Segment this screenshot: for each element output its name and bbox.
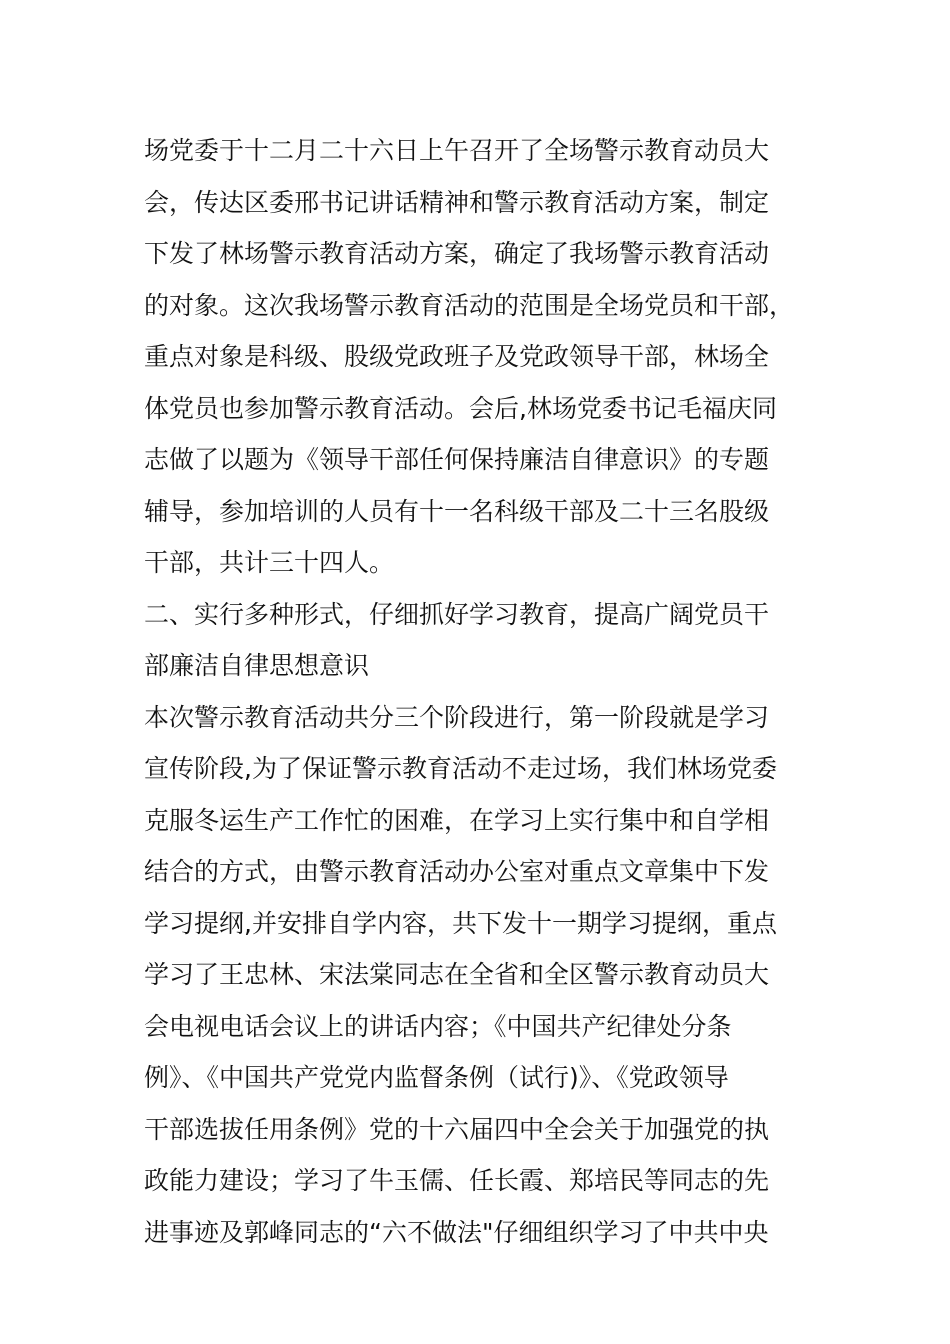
text-line: 干部，共计三十四人。 bbox=[144, 548, 395, 577]
section-heading-line: 二、实行多种形式，仔细抓好学习教育，提高广阔党员干 bbox=[144, 599, 770, 629]
text-line: 下发了林场警示教育活动方案，确定了我场警示教育活动 bbox=[144, 239, 770, 268]
text-line: 干部选拔任用条例》党的十六届四中全会关于加强党的执 bbox=[144, 1114, 770, 1144]
text-line: 会，传达区委邢书记讲话精神和警示教育活动方案，制定 bbox=[144, 187, 770, 217]
body-text bbox=[144, 125, 804, 1258]
text-line: 结合的方式，由警示教育活动办公室对重点文章集中下发 bbox=[144, 857, 770, 886]
text-line: 例》、《中国共产党党内监督条例（试行)》、《党政领导 bbox=[144, 1063, 729, 1092]
text-line: 宣传阶段,为了保证警示教育活动不走过场，我们林场党委 bbox=[144, 754, 777, 783]
text-line: 会电视电话会议上的讲话内容；《中国共产纪律处分条 bbox=[144, 1011, 732, 1041]
text-line: 政能力建设；学习了牛玉儒、任长霞、郑培民等同志的先 bbox=[144, 1166, 770, 1195]
text-line: 进事迹及郭峰同志的“六不做法"仔细组织学习了中共中央 bbox=[144, 1217, 769, 1247]
text-line: 志做了以题为《领导干部任何保持廉洁自律意识》的专题 bbox=[144, 445, 770, 474]
text-line: 场党委于十二月二十六日上午召开了全场警示教育动员大 bbox=[144, 136, 770, 165]
text-line: 克服冬运生产工作忙的困难，在学习上实行集中和自学相 bbox=[144, 805, 770, 835]
text-line: 学习了王忠林、宋法棠同志在全省和全区警示教育动员大 bbox=[144, 960, 770, 989]
text-line: 本次警示教育活动共分三个阶段进行，第一阶段就是学习 bbox=[144, 702, 770, 732]
text-line: 辅导，参加培训的人员有十一名科级干部及二十三名股级 bbox=[144, 496, 770, 526]
text-line: 学习提纲,并安排自学内容，共下发十一期学习提纲，重点 bbox=[144, 908, 777, 938]
text-line: 的对象。这次我场警示教育活动的范围是全场党员和干部， bbox=[144, 290, 795, 320]
section-heading-line: 部廉洁自律思想意识 bbox=[144, 651, 370, 680]
text-line: 重点对象是科级、股级党政班子及党政领导干部，林场全 bbox=[144, 342, 770, 371]
text-line: 体党员也参加警示教育活动。会后,林场党委书记毛福庆同 bbox=[144, 393, 777, 423]
